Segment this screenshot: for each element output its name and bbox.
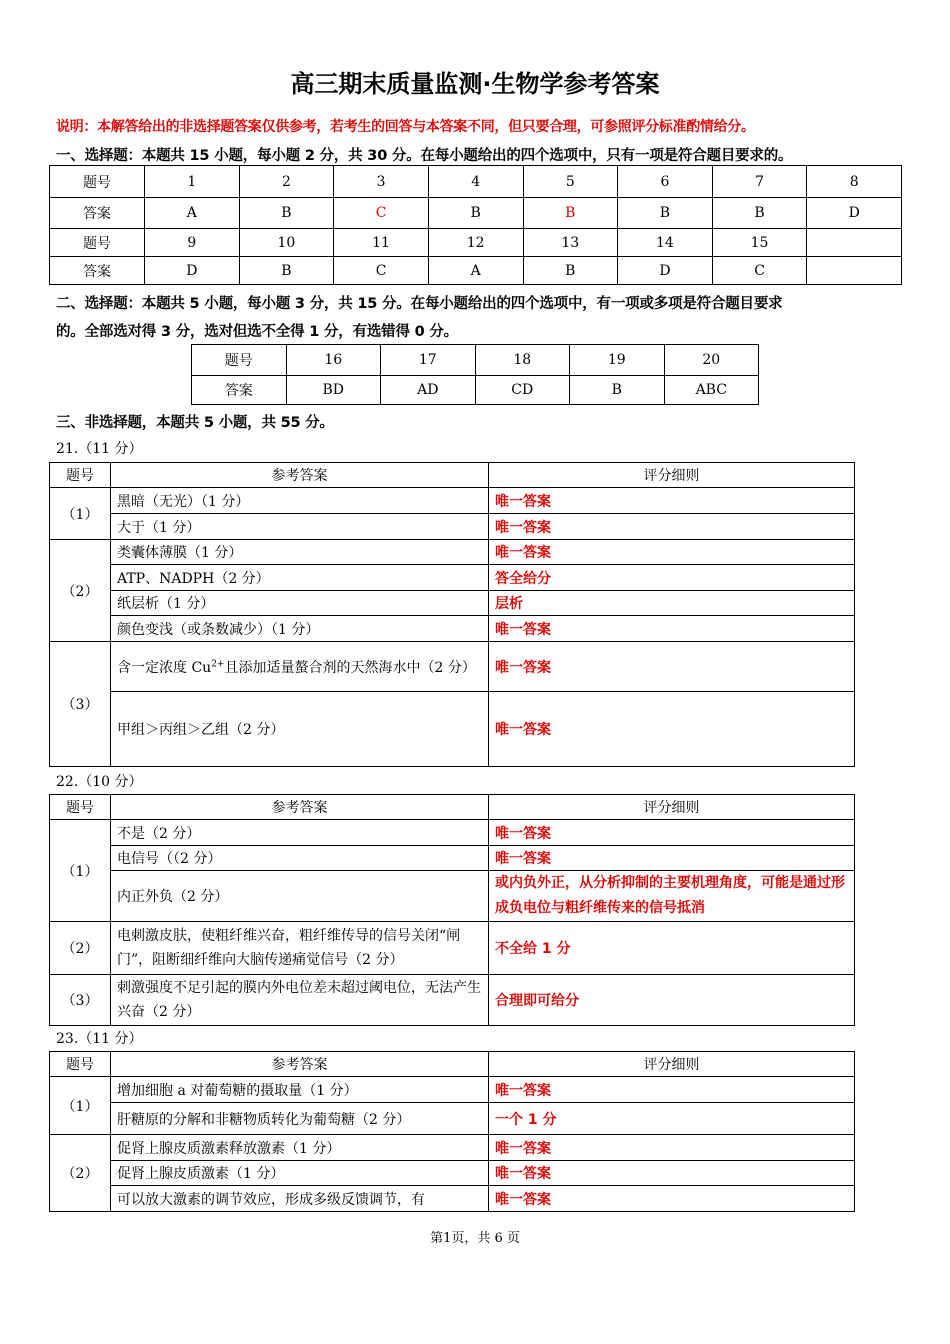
- section2-heading-line2: 的。全部选对得 3 分，选对但选不全得 1 分，有选错得 0 分。: [56, 324, 458, 340]
- table-header-row: [50, 1052, 855, 1077]
- answer-cell: B: [570, 376, 665, 405]
- answer-text: 可以放大激素的调节效应，形成多级反馈调节，有: [111, 1186, 489, 1212]
- table-row: [50, 1135, 855, 1161]
- question-number: 19: [570, 345, 665, 376]
- question-number: 18: [475, 345, 570, 376]
- header-rule: 评分细则: [489, 1052, 855, 1077]
- answer-text-part: 且添加适量螯合剂的天然海水中（2 分）: [224, 659, 476, 676]
- question-number: 8: [807, 166, 902, 198]
- question-number: 4: [428, 166, 523, 198]
- table-row: [50, 229, 902, 257]
- rule-text: 唯一答案: [489, 1077, 855, 1103]
- answer-text: 电信号（（2 分）: [111, 846, 489, 871]
- answer-cell: B: [239, 257, 334, 285]
- part-number: （3）: [50, 642, 111, 767]
- rule-text: 唯一答案: [489, 1135, 855, 1161]
- table-row: [50, 975, 855, 1026]
- table-row: [50, 514, 855, 540]
- answer-cell: A: [428, 257, 523, 285]
- answer-text: 增加细胞 a 对葡萄糖的摄取量（1 分）: [111, 1077, 489, 1103]
- table-row: [50, 846, 855, 871]
- answer-text: 不是（2 分）: [111, 820, 489, 846]
- answer-text: 颜色变浅（或条数减少）（1 分）: [111, 616, 489, 642]
- rule-text: 层析: [489, 591, 855, 616]
- part-number: （3）: [50, 975, 111, 1026]
- rule-text: 唯一答案: [489, 540, 855, 565]
- part-number: （2）: [50, 540, 111, 642]
- part-number: （2）: [50, 922, 111, 975]
- header-answer: 参考答案: [111, 795, 489, 820]
- page-footer: 第1页，共 6 页: [430, 1231, 520, 1246]
- q23-table: [49, 1051, 855, 1212]
- header-num: 题号: [50, 1052, 111, 1077]
- rule-text: 唯一答案: [489, 846, 855, 871]
- question-number: 17: [381, 345, 476, 376]
- answer-cell: A: [145, 198, 240, 229]
- superscript-charge: 2+: [211, 658, 225, 669]
- answer-cell: BD: [286, 376, 381, 405]
- question-label: 题号: [50, 166, 145, 198]
- q23-label: 23.（11 分）: [56, 1031, 143, 1047]
- answer-text: 大于（1 分）: [111, 514, 489, 540]
- rule-text: 不全给 1 分: [489, 922, 855, 975]
- answer-cell: B: [523, 257, 618, 285]
- answer-cell: B: [712, 198, 807, 229]
- header-num: 题号: [50, 463, 111, 488]
- table-row: [50, 922, 855, 975]
- answer-cell: CD: [475, 376, 570, 405]
- table-header-row: [50, 795, 855, 820]
- table-row: [50, 591, 855, 616]
- answer-text: [111, 642, 489, 692]
- question-label: 题号: [192, 345, 287, 376]
- part-number: （1）: [50, 1077, 111, 1135]
- answer-cell: B: [523, 198, 618, 229]
- answer-text: 黑暗（无光）（1 分）: [111, 488, 489, 514]
- q21-table: [49, 462, 855, 767]
- answer-text: 促肾上腺皮质激素（1 分）: [111, 1161, 489, 1186]
- header-rule: 评分细则: [489, 795, 855, 820]
- table-row: [50, 565, 855, 591]
- answer-cell: B: [428, 198, 523, 229]
- question-number: [807, 229, 902, 257]
- table-row: [50, 198, 902, 229]
- page-title: 高三期末质量监测·生物学参考答案: [290, 70, 660, 98]
- answer-text: 纸层析（1 分）: [111, 591, 489, 616]
- rule-text: 唯一答案: [489, 616, 855, 642]
- table-row: [50, 1186, 855, 1212]
- question-number: 9: [145, 229, 240, 257]
- table-header-row: [50, 463, 855, 488]
- answer-cell: C: [334, 257, 429, 285]
- answer-text: 内正外负（2 分）: [111, 871, 489, 922]
- rule-text: 唯一答案: [489, 820, 855, 846]
- table-row: [50, 820, 855, 846]
- answer-cell: ABC: [664, 376, 759, 405]
- table-row: [50, 616, 855, 642]
- section2-heading-line1: 二、选择题：本题共 5 小题，每小题 3 分，共 15 分。在每小题给出的四个选项中，有一项或多项是符合题目要求: [56, 296, 783, 312]
- answer-label: 答案: [50, 257, 145, 285]
- rule-text: 唯一答案: [489, 642, 855, 692]
- section2-answer-table: [191, 344, 759, 405]
- answer-cell: D: [807, 198, 902, 229]
- question-number: 1: [145, 166, 240, 198]
- answer-cell: B: [618, 198, 713, 229]
- question-number: 13: [523, 229, 618, 257]
- answer-label: 答案: [50, 198, 145, 229]
- table-row: [192, 345, 759, 376]
- rule-text: 唯一答案: [489, 1186, 855, 1212]
- table-row: [50, 488, 855, 514]
- answer-cell: [807, 257, 902, 285]
- question-number: 14: [618, 229, 713, 257]
- table-row: [50, 166, 902, 198]
- answer-text: 肝糖原的分解和非糖物质转化为葡萄糖（2 分）: [111, 1103, 489, 1135]
- rule-text: 或内负外正，从分析抑制的主要机理角度，可能是通过形成负电位与粗纤维传来的信号抵消: [489, 871, 855, 922]
- part-number: （1）: [50, 488, 111, 540]
- header-answer: 参考答案: [111, 463, 489, 488]
- header-answer: 参考答案: [111, 1052, 489, 1077]
- section1-heading: 一、选择题：本题共 15 小题，每小题 2 分，共 30 分。在每小题给出的四个选项中，只有一项是符合题目要求的。: [56, 148, 793, 164]
- answer-text: 刺激强度不足引起的膜内外电位差未超过阈电位，无法产生兴奋（2 分）: [111, 975, 489, 1026]
- table-row: [50, 1077, 855, 1103]
- question-number: 2: [239, 166, 334, 198]
- question-number: 5: [523, 166, 618, 198]
- answer-text: 类囊体薄膜（1 分）: [111, 540, 489, 565]
- q22-label: 22.（10 分）: [56, 774, 143, 790]
- table-row: [50, 692, 855, 767]
- rule-text: 唯一答案: [489, 692, 855, 767]
- q21-label: 21.（11 分）: [56, 441, 143, 457]
- rule-text: 一个 1 分: [489, 1103, 855, 1135]
- answer-label: 答案: [192, 376, 287, 405]
- answer-text: 电刺激皮肤，使粗纤维兴奋，粗纤维传导的信号关闭“闸门”，阻断细纤维向大脑传递痛觉信号（2 分）: [111, 922, 489, 975]
- rule-text: 唯一答案: [489, 488, 855, 514]
- question-number: 3: [334, 166, 429, 198]
- part-number: （1）: [50, 820, 111, 922]
- q22-table: [49, 794, 855, 1026]
- answer-text-part: 含一定浓度 Cu: [117, 659, 212, 676]
- question-number: 10: [239, 229, 334, 257]
- answer-text: 促肾上腺皮质激素释放激素（1 分）: [111, 1135, 489, 1161]
- answer-text: ATP、NADPH（2 分）: [111, 565, 489, 591]
- answer-text: 甲组＞丙组＞乙组（2 分）: [111, 692, 489, 767]
- table-row: [50, 540, 855, 565]
- table-row: [50, 1103, 855, 1135]
- question-label: 题号: [50, 229, 145, 257]
- answer-cell: D: [618, 257, 713, 285]
- rule-text: 唯一答案: [489, 1161, 855, 1186]
- question-number: 20: [664, 345, 759, 376]
- rule-text: 唯一答案: [489, 514, 855, 540]
- question-number: 15: [712, 229, 807, 257]
- header-rule: 评分细则: [489, 463, 855, 488]
- table-row: [192, 376, 759, 405]
- section1-answer-table: [49, 165, 902, 285]
- answer-cell: C: [334, 198, 429, 229]
- answer-cell: B: [239, 198, 334, 229]
- part-number: （2）: [50, 1135, 111, 1212]
- table-row: [50, 257, 902, 285]
- rule-text: 合理即可给分: [489, 975, 855, 1026]
- rule-text: 答全给分: [489, 565, 855, 591]
- question-number: 11: [334, 229, 429, 257]
- table-row: [50, 1161, 855, 1186]
- header-num: 题号: [50, 795, 111, 820]
- question-number: 7: [712, 166, 807, 198]
- question-number: 12: [428, 229, 523, 257]
- table-row: [50, 871, 855, 922]
- answer-cell: D: [145, 257, 240, 285]
- answer-cell: C: [712, 257, 807, 285]
- question-number: 6: [618, 166, 713, 198]
- section3-heading: 三、非选择题，本题共 5 小题，共 55 分。: [56, 415, 334, 431]
- table-row: [50, 642, 855, 692]
- question-number: 16: [286, 345, 381, 376]
- answer-cell: AD: [381, 376, 476, 405]
- instruction-note: 说明：本解答给出的非选择题答案仅供参考，若考生的回答与本答案不同，但只要合理，可参照评分标准酌情给分。: [56, 119, 755, 135]
